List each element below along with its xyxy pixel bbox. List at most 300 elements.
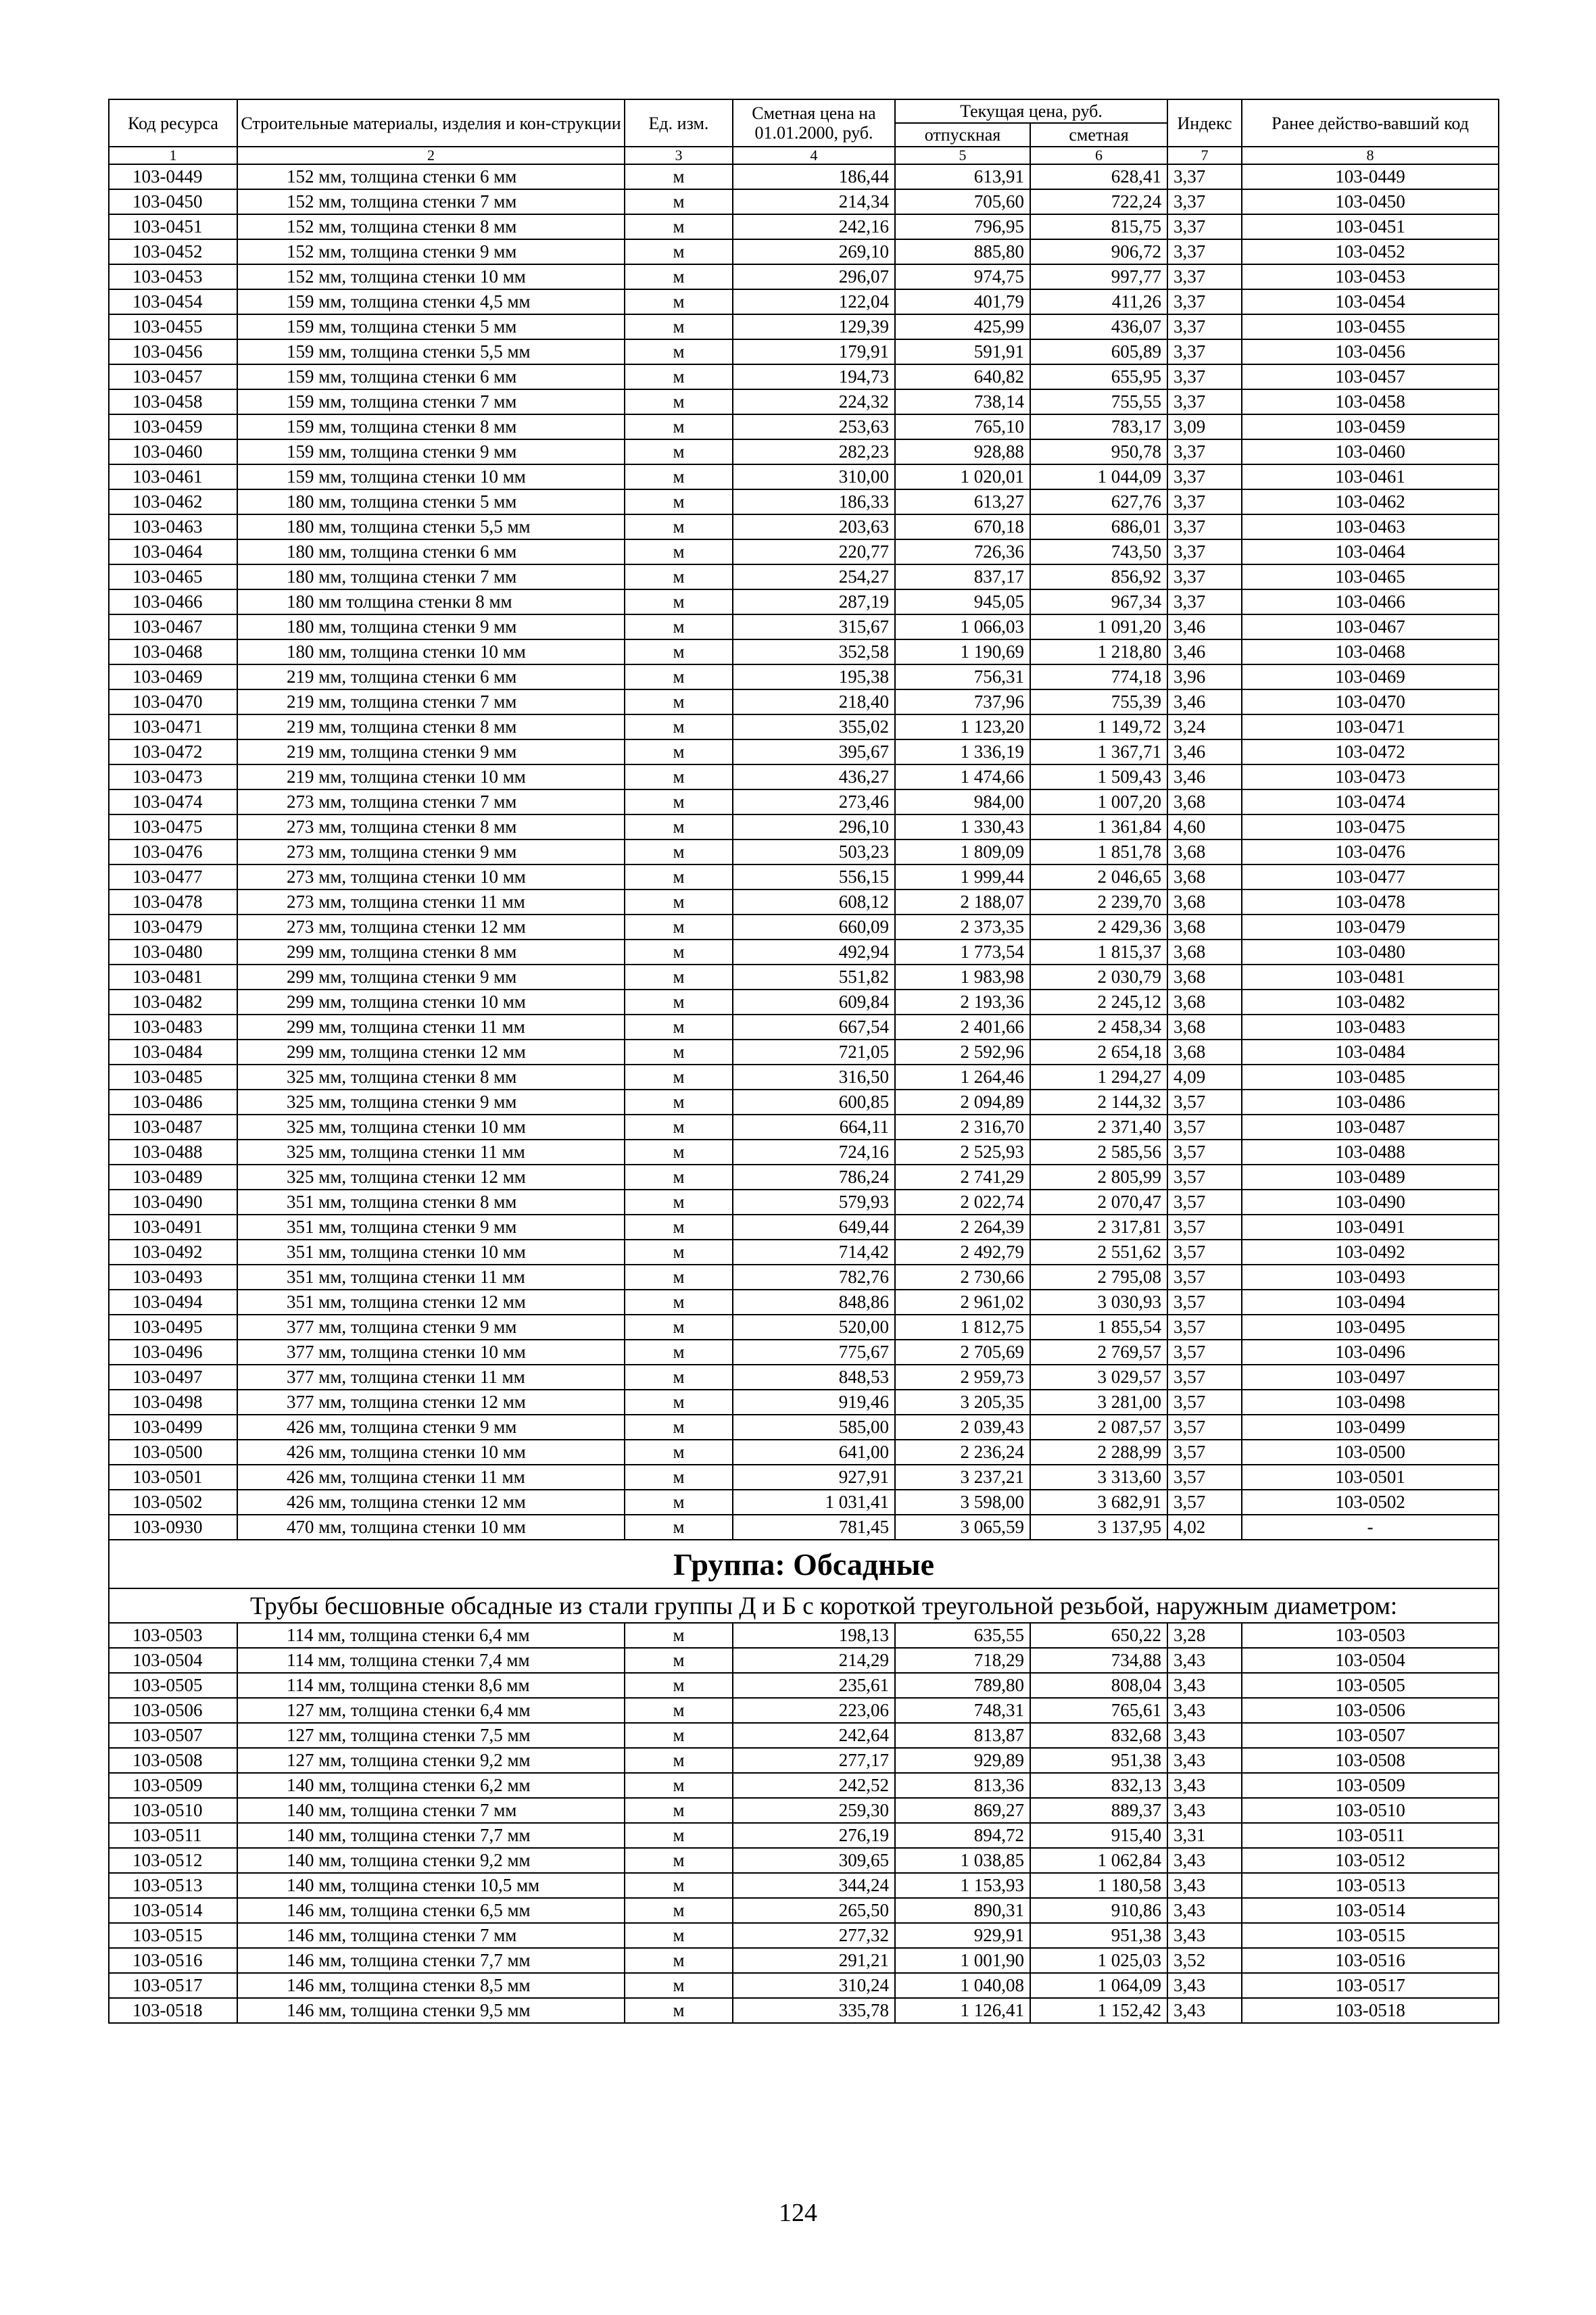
cell-est-price: 781,45 [733, 1515, 895, 1540]
cell-estimate-price: 1 851,78 [1030, 839, 1167, 864]
table-row [109, 864, 1499, 890]
table-row [109, 689, 1499, 714]
cell-index: 3,43 [1167, 1673, 1242, 1698]
cell-release-price: 3 237,21 [895, 1465, 1030, 1490]
header-num-3: 3 [625, 147, 733, 164]
cell-release-price: 425,99 [895, 314, 1030, 339]
cell-prev-code: 103-0486 [1242, 1090, 1499, 1115]
cell-unit: м [625, 1465, 733, 1490]
cell-prev-code: 103-0457 [1242, 364, 1499, 389]
cell-prev-code: 103-0515 [1242, 1923, 1499, 1948]
cell-name: 146 мм, толщина стенки 7,7 мм [237, 1948, 625, 1973]
table-row [109, 1748, 1499, 1773]
cell-prev-code: 103-0493 [1242, 1265, 1499, 1290]
cell-code: 103-0452 [109, 239, 237, 264]
cell-code: 103-0495 [109, 1315, 237, 1340]
cell-prev-code: 103-0489 [1242, 1165, 1499, 1190]
cell-release-price: 929,91 [895, 1923, 1030, 1948]
header-release-price: отпускная [895, 123, 1030, 147]
cell-code: 103-0465 [109, 564, 237, 589]
cell-est-price: 579,93 [733, 1190, 895, 1215]
cell-code: 103-0488 [109, 1140, 237, 1165]
cell-prev-code: 103-0464 [1242, 539, 1499, 564]
cell-release-price: 974,75 [895, 264, 1030, 289]
cell-unit: м [625, 1390, 733, 1415]
cell-code: 103-0505 [109, 1673, 237, 1698]
cell-prev-code: 103-0475 [1242, 814, 1499, 839]
cell-estimate-price: 2 239,70 [1030, 890, 1167, 915]
cell-prev-code: 103-0501 [1242, 1465, 1499, 1490]
table-row [109, 1365, 1499, 1390]
cell-name: 159 мм, толщина стенки 5,5 мм [237, 339, 625, 364]
cell-code: 103-0516 [109, 1948, 237, 1973]
cell-prev-code: 103-0463 [1242, 514, 1499, 539]
cell-code: 103-0480 [109, 940, 237, 965]
cell-name: 159 мм, толщина стенки 8 мм [237, 414, 625, 439]
cell-prev-code: 103-0481 [1242, 965, 1499, 990]
cell-estimate-price: 755,55 [1030, 389, 1167, 414]
cell-est-price: 782,76 [733, 1265, 895, 1290]
cell-unit: м [625, 1440, 733, 1465]
cell-name: 325 мм, толщина стенки 11 мм [237, 1140, 625, 1165]
cell-prev-code: 103-0514 [1242, 1898, 1499, 1923]
cell-unit: м [625, 489, 733, 514]
cell-release-price: 670,18 [895, 514, 1030, 539]
table-row [109, 414, 1499, 439]
header-num-6: 6 [1030, 147, 1167, 164]
cell-release-price: 748,31 [895, 1698, 1030, 1723]
table-row [109, 614, 1499, 639]
cell-index: 3,37 [1167, 164, 1242, 189]
cell-name: 299 мм, толщина стенки 8 мм [237, 940, 625, 965]
cell-name: 114 мм, толщина стенки 7,4 мм [237, 1648, 625, 1673]
table-row [109, 1340, 1499, 1365]
page-number: 124 [779, 2199, 817, 2227]
cell-estimate-price: 2 551,62 [1030, 1240, 1167, 1265]
cell-est-price: 277,32 [733, 1923, 895, 1948]
cell-index: 3,57 [1167, 1265, 1242, 1290]
cell-index: 3,57 [1167, 1090, 1242, 1115]
cell-prev-code: 103-0470 [1242, 689, 1499, 714]
cell-name: 273 мм, толщина стенки 7 мм [237, 789, 625, 814]
cell-name: 159 мм, толщина стенки 7 мм [237, 389, 625, 414]
table-row [109, 1440, 1499, 1465]
cell-est-price: 253,63 [733, 414, 895, 439]
cell-index: 3,57 [1167, 1440, 1242, 1465]
cell-estimate-price: 2 030,79 [1030, 965, 1167, 990]
table-row [109, 764, 1499, 789]
cell-est-price: 585,00 [733, 1415, 895, 1440]
cell-index: 3,43 [1167, 1973, 1242, 1998]
cell-prev-code: 103-0499 [1242, 1415, 1499, 1440]
cell-release-price: 3 205,35 [895, 1390, 1030, 1415]
cell-prev-code: 103-0491 [1242, 1215, 1499, 1240]
cell-code: 103-0500 [109, 1440, 237, 1465]
cell-release-price: 1 038,85 [895, 1848, 1030, 1873]
cell-est-price: 503,23 [733, 839, 895, 864]
cell-unit: м [625, 940, 733, 965]
cell-prev-code: 103-0512 [1242, 1848, 1499, 1873]
cell-code: 103-0503 [109, 1623, 237, 1648]
cell-index: 3,46 [1167, 614, 1242, 639]
table-row [109, 1998, 1499, 2023]
cell-est-price: 282,23 [733, 439, 895, 464]
cell-release-price: 613,91 [895, 164, 1030, 189]
cell-prev-code: 103-0509 [1242, 1773, 1499, 1798]
cell-release-price: 591,91 [895, 339, 1030, 364]
cell-name: 273 мм, толщина стенки 8 мм [237, 814, 625, 839]
cell-unit: м [625, 639, 733, 664]
cell-prev-code: 103-0473 [1242, 764, 1499, 789]
cell-release-price: 885,80 [895, 239, 1030, 264]
cell-index: 4,02 [1167, 1515, 1242, 1540]
cell-release-price: 1 001,90 [895, 1948, 1030, 1973]
cell-release-price: 789,80 [895, 1673, 1030, 1698]
cell-est-price: 660,09 [733, 915, 895, 940]
cell-estimate-price: 2 288,99 [1030, 1440, 1167, 1465]
cell-estimate-price: 951,38 [1030, 1748, 1167, 1773]
cell-release-price: 894,72 [895, 1823, 1030, 1848]
table-row [109, 1390, 1499, 1415]
cell-name: 159 мм, толщина стенки 10 мм [237, 464, 625, 489]
cell-code: 103-0498 [109, 1390, 237, 1415]
cell-est-price: 609,84 [733, 990, 895, 1015]
header-num-2: 2 [237, 147, 625, 164]
cell-name: 273 мм, толщина стенки 12 мм [237, 915, 625, 940]
cell-prev-code: 103-0494 [1242, 1290, 1499, 1315]
header-name: Строительные материалы, изделия и кон-струкции [237, 99, 625, 147]
cell-index: 3,96 [1167, 664, 1242, 689]
cell-name: 140 мм, толщина стенки 10,5 мм [237, 1873, 625, 1898]
table-row [109, 1973, 1499, 1998]
cell-release-price: 613,27 [895, 489, 1030, 514]
cell-index: 3,57 [1167, 1390, 1242, 1415]
cell-release-price: 3 598,00 [895, 1490, 1030, 1515]
cell-index: 3,37 [1167, 564, 1242, 589]
table-body-steel-pipes [109, 164, 1499, 1540]
cell-release-price: 2 094,89 [895, 1090, 1030, 1115]
table-row [109, 1140, 1499, 1165]
cell-release-price: 1 330,43 [895, 814, 1030, 839]
cell-estimate-price: 765,61 [1030, 1698, 1167, 1723]
cell-code: 103-0464 [109, 539, 237, 564]
cell-code: 103-0511 [109, 1823, 237, 1848]
cell-estimate-price: 655,95 [1030, 364, 1167, 389]
cell-estimate-price: 1 218,80 [1030, 639, 1167, 664]
cell-prev-code: 103-0507 [1242, 1723, 1499, 1748]
cell-unit: м [625, 1898, 733, 1923]
cell-estimate-price: 3 682,91 [1030, 1490, 1167, 1515]
cell-release-price: 2 959,73 [895, 1365, 1030, 1390]
price-table [108, 99, 1499, 2024]
cell-prev-code: 103-0462 [1242, 489, 1499, 514]
table-row [109, 1798, 1499, 1823]
cell-est-price: 775,67 [733, 1340, 895, 1365]
cell-estimate-price: 808,04 [1030, 1673, 1167, 1698]
cell-code: 103-0478 [109, 890, 237, 915]
cell-estimate-price: 815,75 [1030, 214, 1167, 239]
cell-prev-code: 103-0450 [1242, 189, 1499, 214]
table-row [109, 189, 1499, 214]
cell-index: 3,57 [1167, 1490, 1242, 1515]
cell-prev-code: 103-0467 [1242, 614, 1499, 639]
cell-unit: м [625, 1415, 733, 1440]
cell-index: 3,43 [1167, 1723, 1242, 1748]
cell-est-price: 641,00 [733, 1440, 895, 1465]
cell-code: 103-0506 [109, 1698, 237, 1723]
cell-est-price: 848,86 [733, 1290, 895, 1315]
cell-unit: м [625, 1698, 733, 1723]
table-row [109, 289, 1499, 314]
cell-index: 3,37 [1167, 339, 1242, 364]
cell-unit: м [625, 389, 733, 414]
cell-unit: м [625, 1240, 733, 1265]
cell-unit: м [625, 364, 733, 389]
cell-index: 3,68 [1167, 1015, 1242, 1040]
cell-prev-code: 103-0466 [1242, 589, 1499, 614]
cell-unit: м [625, 214, 733, 239]
table-row [109, 1848, 1499, 1873]
table-row [109, 1190, 1499, 1215]
cell-est-price: 195,38 [733, 664, 895, 689]
cell-estimate-price: 1 180,58 [1030, 1873, 1167, 1898]
cell-name: 351 мм, толщина стенки 11 мм [237, 1265, 625, 1290]
cell-est-price: 667,54 [733, 1015, 895, 1040]
cell-estimate-price: 2 371,40 [1030, 1115, 1167, 1140]
cell-unit: м [625, 1015, 733, 1040]
cell-name: 325 мм, толщина стенки 9 мм [237, 1090, 625, 1115]
cell-prev-code: 103-0498 [1242, 1390, 1499, 1415]
cell-unit: м [625, 1648, 733, 1673]
cell-index: 3,57 [1167, 1465, 1242, 1490]
cell-unit: м [625, 890, 733, 915]
cell-estimate-price: 3 030,93 [1030, 1290, 1167, 1315]
cell-estimate-price: 605,89 [1030, 339, 1167, 364]
cell-release-price: 1 066,03 [895, 614, 1030, 639]
cell-est-price: 265,50 [733, 1898, 895, 1923]
cell-release-price: 718,29 [895, 1648, 1030, 1673]
cell-index: 3,57 [1167, 1140, 1242, 1165]
table-row [109, 239, 1499, 264]
cell-index: 3,24 [1167, 714, 1242, 739]
cell-prev-code: 103-0455 [1242, 314, 1499, 339]
group-title: Группа: Обсадные [109, 1540, 1499, 1588]
table-row [109, 1040, 1499, 1065]
cell-index: 3,43 [1167, 1898, 1242, 1923]
cell-code: 103-0497 [109, 1365, 237, 1390]
cell-prev-code: 103-0487 [1242, 1115, 1499, 1140]
cell-code: 103-0499 [109, 1415, 237, 1440]
cell-name: 219 мм, толщина стенки 10 мм [237, 764, 625, 789]
cell-code: 103-0479 [109, 915, 237, 940]
cell-release-price: 2 741,29 [895, 1165, 1030, 1190]
cell-estimate-price: 997,77 [1030, 264, 1167, 289]
cell-release-price: 737,96 [895, 689, 1030, 714]
cell-unit: м [625, 1515, 733, 1540]
cell-code: 103-0494 [109, 1290, 237, 1315]
cell-est-price: 310,24 [733, 1973, 895, 1998]
cell-prev-code: 103-0454 [1242, 289, 1499, 314]
cell-unit: м [625, 1115, 733, 1140]
table-row [109, 1465, 1499, 1490]
cell-code: 103-0467 [109, 614, 237, 639]
cell-code: 103-0518 [109, 1998, 237, 2023]
header-num-7: 7 [1167, 147, 1242, 164]
cell-estimate-price: 1 855,54 [1030, 1315, 1167, 1340]
table-row [109, 789, 1499, 814]
cell-release-price: 2 705,69 [895, 1340, 1030, 1365]
cell-est-price: 194,73 [733, 364, 895, 389]
cell-estimate-price: 734,88 [1030, 1648, 1167, 1673]
cell-code: 103-0463 [109, 514, 237, 539]
cell-est-price: 848,53 [733, 1365, 895, 1390]
cell-index: 3,46 [1167, 764, 1242, 789]
cell-name: 219 мм, толщина стенки 9 мм [237, 739, 625, 764]
table-row [109, 1090, 1499, 1115]
cell-code: 103-0473 [109, 764, 237, 789]
cell-est-price: 223,06 [733, 1698, 895, 1723]
cell-est-price: 919,46 [733, 1390, 895, 1415]
cell-index: 3,37 [1167, 289, 1242, 314]
cell-unit: м [625, 464, 733, 489]
cell-release-price: 837,17 [895, 564, 1030, 589]
cell-estimate-price: 2 585,56 [1030, 1140, 1167, 1165]
table-row [109, 489, 1499, 514]
cell-unit: м [625, 1065, 733, 1090]
table-row [109, 1823, 1499, 1848]
cell-estimate-price: 722,24 [1030, 189, 1167, 214]
cell-release-price: 984,00 [895, 789, 1030, 814]
cell-est-price: 242,52 [733, 1773, 895, 1798]
cell-release-price: 1 809,09 [895, 839, 1030, 864]
cell-name: 299 мм, толщина стенки 11 мм [237, 1015, 625, 1040]
cell-estimate-price: 2 654,18 [1030, 1040, 1167, 1065]
header-unit: Ед. изм. [625, 99, 733, 147]
header-num-8: 8 [1242, 147, 1499, 164]
cell-prev-code: 103-0513 [1242, 1873, 1499, 1898]
cell-est-price: 269,10 [733, 239, 895, 264]
cell-release-price: 1 020,01 [895, 464, 1030, 489]
table-row [109, 1165, 1499, 1190]
cell-index: 3,37 [1167, 589, 1242, 614]
cell-index: 3,52 [1167, 1948, 1242, 1973]
cell-prev-code: 103-0453 [1242, 264, 1499, 289]
cell-estimate-price: 3 313,60 [1030, 1465, 1167, 1490]
cell-estimate-price: 2 070,47 [1030, 1190, 1167, 1215]
cell-code: 103-0481 [109, 965, 237, 990]
cell-index: 3,31 [1167, 1823, 1242, 1848]
cell-index: 3,57 [1167, 1290, 1242, 1315]
cell-est-price: 551,82 [733, 965, 895, 990]
cell-index: 3,68 [1167, 864, 1242, 890]
cell-release-price: 2 592,96 [895, 1040, 1030, 1065]
cell-est-price: 214,29 [733, 1648, 895, 1673]
cell-index: 3,57 [1167, 1240, 1242, 1265]
cell-unit: м [625, 1315, 733, 1340]
cell-name: 219 мм, толщина стенки 7 мм [237, 689, 625, 714]
cell-name: 159 мм, толщина стенки 4,5 мм [237, 289, 625, 314]
cell-prev-code: 103-0505 [1242, 1673, 1499, 1698]
cell-prev-code: 103-0492 [1242, 1240, 1499, 1265]
cell-index: 3,57 [1167, 1190, 1242, 1215]
cell-release-price: 796,95 [895, 214, 1030, 239]
cell-unit: м [625, 1873, 733, 1898]
cell-est-price: 220,77 [733, 539, 895, 564]
subgroup-description: Трубы бесшовные обсадные из стали группы Д и Б с короткой треугольной резьбой, наружным диаметром: [109, 1588, 1499, 1623]
cell-release-price: 2 525,93 [895, 1140, 1030, 1165]
table-row [109, 339, 1499, 364]
table-row [109, 1623, 1499, 1648]
table-row [109, 314, 1499, 339]
cell-name: 114 мм, толщина стенки 8,6 мм [237, 1673, 625, 1698]
cell-prev-code: 103-0449 [1242, 164, 1499, 189]
cell-name: 114 мм, толщина стенки 6,4 мм [237, 1623, 625, 1648]
cell-est-price: 254,27 [733, 564, 895, 589]
cell-prev-code: 103-0461 [1242, 464, 1499, 489]
group-section [109, 1540, 1499, 1623]
header-num-5: 5 [895, 147, 1030, 164]
cell-estimate-price: 2 458,34 [1030, 1015, 1167, 1040]
cell-est-price: 1 031,41 [733, 1490, 895, 1515]
cell-code: 103-0930 [109, 1515, 237, 1540]
cell-index: 3,43 [1167, 1998, 1242, 2023]
cell-prev-code: 103-0460 [1242, 439, 1499, 464]
cell-unit: м [625, 264, 733, 289]
cell-unit: м [625, 864, 733, 890]
cell-prev-code: 103-0456 [1242, 339, 1499, 364]
cell-unit: м [625, 1948, 733, 1973]
cell-release-price: 2 022,74 [895, 1190, 1030, 1215]
cell-est-price: 344,24 [733, 1873, 895, 1898]
cell-code: 103-0509 [109, 1773, 237, 1798]
cell-code: 103-0474 [109, 789, 237, 814]
cell-code: 103-0483 [109, 1015, 237, 1040]
cell-release-price: 1 264,46 [895, 1065, 1030, 1090]
cell-est-price: 492,94 [733, 940, 895, 965]
cell-code: 103-0515 [109, 1923, 237, 1948]
cell-unit: м [625, 189, 733, 214]
cell-name: 426 мм, толщина стенки 9 мм [237, 1415, 625, 1440]
cell-name: 152 мм, толщина стенки 9 мм [237, 239, 625, 264]
cell-name: 219 мм, толщина стенки 8 мм [237, 714, 625, 739]
cell-name: 180 мм, толщина стенки 10 мм [237, 639, 625, 664]
cell-code: 103-0492 [109, 1240, 237, 1265]
cell-prev-code: 103-0518 [1242, 1998, 1499, 2023]
cell-code: 103-0502 [109, 1490, 237, 1515]
cell-code: 103-0460 [109, 439, 237, 464]
cell-code: 103-0489 [109, 1165, 237, 1190]
cell-code: 103-0458 [109, 389, 237, 414]
table-row [109, 1923, 1499, 1948]
cell-release-price: 756,31 [895, 664, 1030, 689]
cell-index: 3,57 [1167, 1115, 1242, 1140]
cell-name: 325 мм, толщина стенки 8 мм [237, 1065, 625, 1090]
table-row [109, 539, 1499, 564]
cell-code: 103-0457 [109, 364, 237, 389]
table-row [109, 940, 1499, 965]
cell-estimate-price: 2 317,81 [1030, 1215, 1167, 1240]
cell-est-price: 242,16 [733, 214, 895, 239]
cell-unit: м [625, 965, 733, 990]
cell-estimate-price: 3 137,95 [1030, 1515, 1167, 1540]
cell-index: 3,37 [1167, 264, 1242, 289]
cell-code: 103-0466 [109, 589, 237, 614]
table-row [109, 1698, 1499, 1723]
cell-prev-code: 103-0482 [1242, 990, 1499, 1015]
cell-release-price: 2 188,07 [895, 890, 1030, 915]
cell-est-price: 224,32 [733, 389, 895, 414]
cell-name: 377 мм, толщина стенки 12 мм [237, 1390, 625, 1415]
